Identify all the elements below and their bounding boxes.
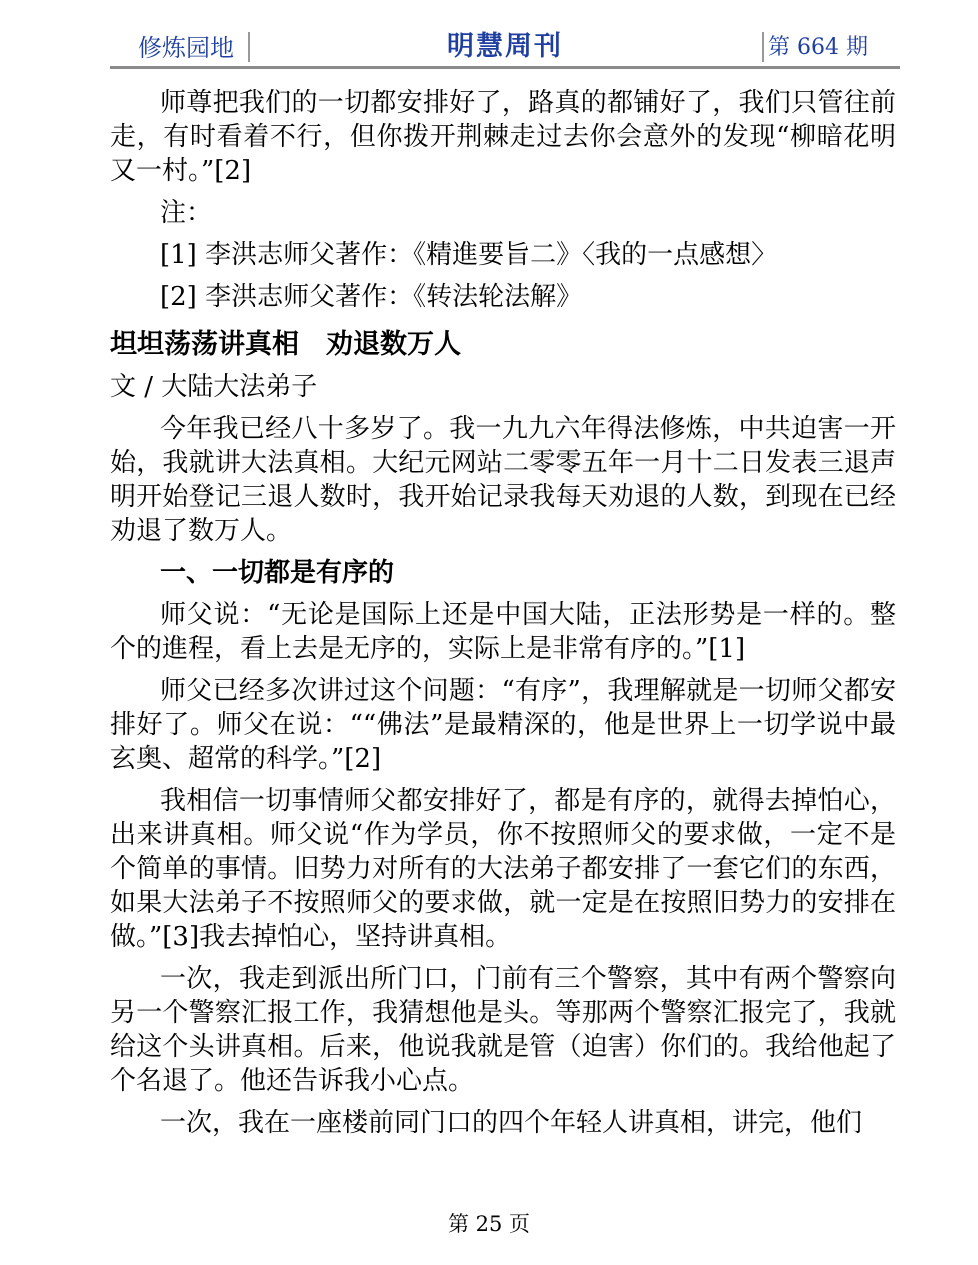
article-title: 坦坦荡荡讲真相 劝退数万人 <box>110 329 461 360</box>
page-body <box>110 86 896 1148</box>
paragraph: 我相信一切事情师父都安排好了，都是有序的，就得去掉怕心，出来讲真相。师父说“作为学员，你不按照师父的要求做，一定不是个简单的事情。旧势力对所有的大法弟子都安排了一套它们的东西，如果大法弟子不按照师父的要求做，就一定是在按照旧势力的安排在做。”[3]我去掉怕心，坚持讲真相。 <box>110 786 896 952</box>
page-number: 第 25 页 <box>447 1212 531 1236</box>
paragraph: 师父说：“无论是国际上还是中国大陆，正法形势是一样的。整个的進程，看上去是无序的，实际上是非常有序的。”[1] <box>110 600 896 664</box>
issue-number: 第 664 期 <box>768 35 868 60</box>
header-divider-right <box>762 32 764 62</box>
paragraph: 师父已经多次讲过这个问题：“有序”，我理解就是一切师父都安排好了。师父在说：““佛法”是最精深的，他是世界上一切学说中最玄奥、超常的科学。”[2] <box>110 676 896 774</box>
section-label: 修炼园地 <box>138 34 234 62</box>
paragraph: 一次，我在一座楼前同门口的四个年轻人讲真相，讲完，他们 <box>160 1108 863 1138</box>
paragraph: 一次，我走到派出所门口，门前有三个警察，其中有两个警察向另一个警察汇报工作，我猜想他是头。等那两个警察汇报完了，我就给这个头讲真相。后来，他说我就是管（迫害）你们的。我给他起了个名退了。他还告诉我小心点。 <box>110 964 896 1096</box>
header-rule <box>110 66 900 69</box>
page-header <box>110 26 900 66</box>
paragraph: 今年我已经八十多岁了。我一九九六年得法修炼，中共迫害一开始，我就讲大法真相。大纪元网站二零零五年一月十二日发表三退声明开始登记三退人数时，我开始记录我每天劝退的人数，到现在已经劝退了数万人。 <box>110 414 896 546</box>
paragraph: 师尊把我们的一切都安排好了，路真的都铺好了，我们只管往前走，有时看着不行，但你拨开荆棘走过去你会意外的发现“柳暗花明又一村。”[2] <box>110 88 896 186</box>
footnote-2: [2] 李洪志师父著作：《转法轮法解》 <box>160 282 583 312</box>
notes-label: 注： <box>160 198 213 228</box>
article-byline: 文 / 大陆大法弟子 <box>110 372 318 402</box>
footnote-1: [1] 李洪志师父著作：《精進要旨二》〈我的一点感想〉 <box>160 240 778 270</box>
section-heading: 一、一切都是有序的 <box>160 558 395 588</box>
publication-title: 明慧周刊 <box>447 31 563 62</box>
